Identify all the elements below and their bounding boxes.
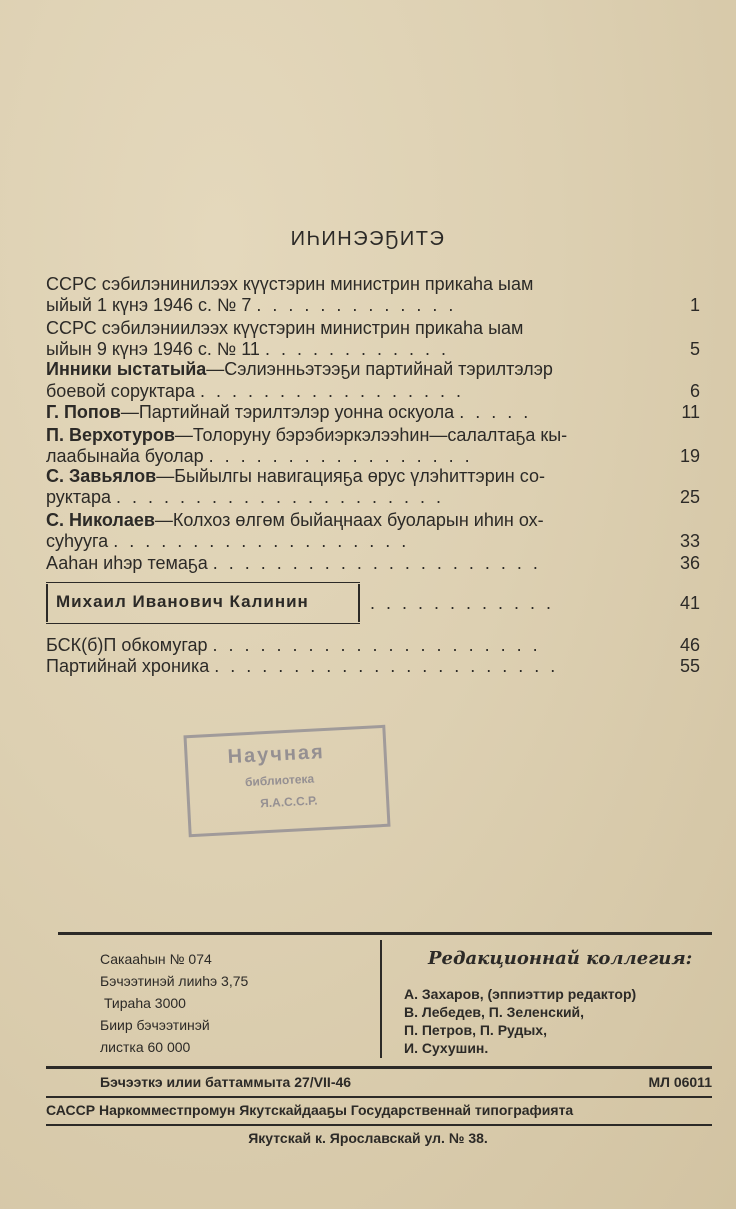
imprint-line: листка 60 000: [100, 1039, 191, 1055]
leader-dots: . . . . . . . . . . . . . . . . . . . . .: [115, 487, 445, 507]
divider: [46, 1066, 712, 1069]
toc-page-number: 55: [679, 656, 700, 676]
leader-dots: . . . . . . . . . . . . . . . . . . . . .: [212, 553, 541, 573]
toc-line[interactable]: Михаил Иванович Калинин: [56, 592, 309, 611]
toc-page-number: 11: [681, 402, 700, 422]
leader-dots: . . . . . . . . . . . . . . . . .: [208, 446, 473, 466]
toc-page-number: 36: [679, 553, 700, 573]
divider: [46, 1124, 712, 1126]
print-code: МЛ 06011: [648, 1074, 712, 1090]
leader-dots: . . . . . . . . . . . . . . . . .: [199, 381, 464, 401]
divider: [46, 1096, 712, 1098]
signed-date: Бэчээткэ илии баттаммыта 27/VII-46: [100, 1074, 352, 1090]
editor-line: В. Лебедев, П. Зеленский,: [404, 1004, 585, 1020]
divider: [380, 940, 382, 1058]
imprint-line: Биир бэчээтинэй: [100, 1017, 210, 1033]
toc-page-number: 46: [679, 635, 700, 655]
toc-line[interactable]: ССРС сэбилэнинилээх күүстэрин министрин прикаһа ыам: [46, 274, 534, 294]
imprint-line: Сакааһын № 074: [100, 951, 212, 967]
toc-line[interactable]: Партийнай хроника . . . . . . . . . . . . . . . . . . . . . .: [46, 656, 559, 676]
leader-dots: . . . . . . . . . . . . .: [256, 295, 457, 315]
printer-address: Якутскай к. Ярославскай ул. № 38.: [248, 1130, 488, 1146]
leader-dots: . . . . .: [459, 402, 532, 422]
toc-line[interactable]: С. Николаев—Колхоз өлгөм быйаңнаах буоларын иһин ох-: [46, 510, 544, 530]
toc-line[interactable]: ыйын 9 күнэ 1946 с. № 11 . . . . . . . . . . . .: [46, 339, 449, 359]
editorial-title: Редакционнай коллегия:: [428, 948, 693, 969]
toc-page-number: 41: [679, 593, 700, 613]
leader-dots: . . . . . . . . . . . .: [370, 593, 555, 613]
toc-line[interactable]: лаабынайа буолар . . . . . . . . . . . . . . . . .: [46, 446, 473, 466]
toc-page-number: 33: [679, 531, 700, 551]
toc-line[interactable]: ССРС сэбилэниилээх күүстэрин министрин прикаһа ыам: [46, 318, 524, 338]
toc-page-number: 1: [689, 295, 700, 315]
toc-page-number: 5: [689, 339, 700, 359]
toc-line[interactable]: БСК(б)П обкомугар . . . . . . . . . . . . . . . . . . . . .: [46, 635, 541, 655]
editor-line: П. Петров, П. Рудых,: [404, 1022, 547, 1038]
toc-page-number: 6: [689, 381, 700, 401]
leader-dots: . . . . . . . . . . . . . . . . . . .: [113, 531, 410, 551]
toc-page-number: 25: [679, 487, 700, 507]
imprint-line: Бэчээтинэй лииһэ 3,75: [100, 973, 249, 989]
editor-line: А. Захаров, (эппиэттир редактор): [404, 986, 637, 1002]
editor-line: И. Сухушин.: [404, 1040, 489, 1056]
toc-line[interactable]: Ааһан иһэр темаҕа . . . . . . . . . . . . . . . . . . . . .: [46, 553, 541, 573]
library-stamp: Научная библиотека Я.А.С.С.Р.: [183, 725, 390, 837]
leader-dots: . . . . . . . . . . . .: [264, 339, 449, 359]
toc-page-number: 19: [679, 446, 700, 466]
toc-line[interactable]: боевой соруктара . . . . . . . . . . . . . . . . .: [46, 381, 464, 401]
toc-line[interactable]: руктара . . . . . . . . . . . . . . . . . . . . .: [46, 487, 445, 507]
imprint-line: Тираһа 3000: [104, 995, 186, 1011]
toc-line[interactable]: С. Завьялов—Быйылгы навигацияҕа өрус үлэһиттэрин со-: [46, 466, 545, 486]
leader-dots: . . . . . . . . . . . . . . . . . . . . .: [212, 635, 541, 655]
toc-line[interactable]: ыйый 1 күнэ 1946 с. № 7 . . . . . . . . . . . . .: [46, 295, 457, 315]
toc-line[interactable]: суһууга . . . . . . . . . . . . . . . . . . .: [46, 531, 410, 551]
toc-line[interactable]: Г. Попов—Партийнай тэрилтэлэр уонна оскуола . . . . .: [46, 402, 532, 422]
toc-line[interactable]: П. Верхотуров—Толоруну бэрэбиэркэлээһин—салалтаҕа кы-: [46, 425, 568, 445]
divider: [58, 932, 712, 935]
toc-line[interactable]: Инники ыстатыйа—Сэлиэнньэтээҕи партийнай тэрилтэлэр: [46, 359, 553, 379]
leader-dots: . . . . . . . . . . . . . . . . . . . . . .: [214, 656, 559, 676]
printer-name: САССР Наркомместпромун Якутскайдааҕы Государственнай типографията: [46, 1102, 574, 1118]
page-title: ИҺИНЭЭҔИТЭ: [290, 228, 446, 250]
